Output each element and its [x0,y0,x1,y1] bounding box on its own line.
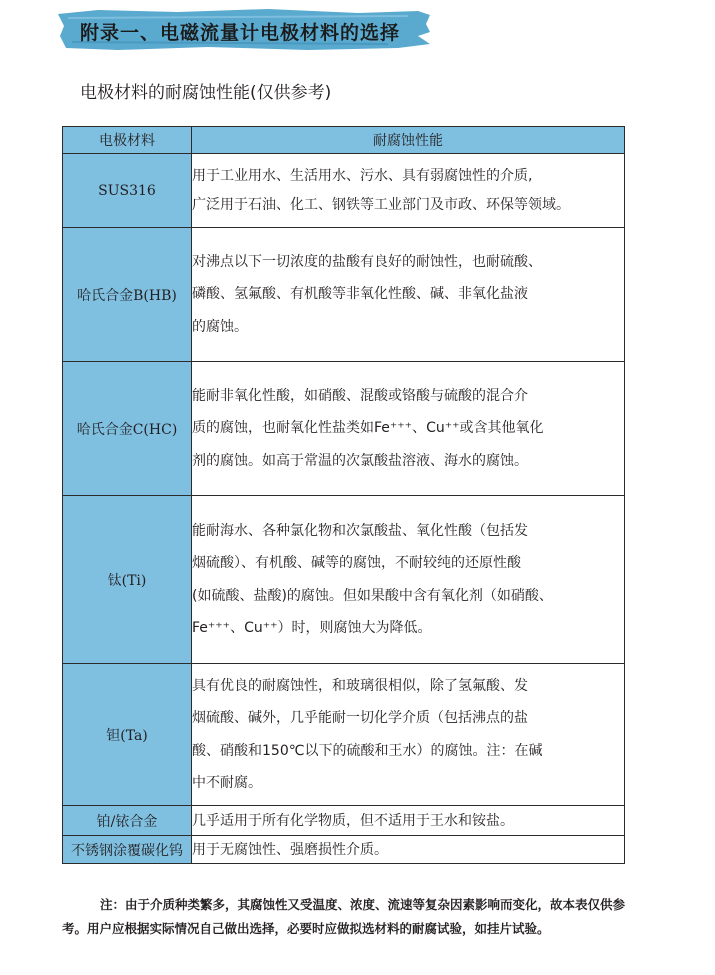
corrosion-line: 磷酸、氢氟酸、有机酸等非氧化性酸、碱、非氧化盐液 [192,286,528,303]
corrosion-cell [192,806,625,836]
corrosion-line: 用于无腐蚀性、强磨损性介质。 [192,841,388,858]
table-row [63,496,625,664]
page-title: 附录一、电磁流量计电极材料的选择 [80,22,401,44]
corrosion-line: Fe⁺⁺⁺、Cu⁺⁺）时，则腐蚀大为降低。 [192,620,432,636]
corrosion-cell [192,154,625,228]
material-cell: 不锈钢涂覆碳化钨 [63,836,192,864]
corrosion-cell [192,664,625,806]
corrosion-line: (如硫酸、盐酸)的腐蚀。但如果酸中含有氧化剂（如硝酸、 [192,587,553,604]
corrosion-line: 几乎适用于所有化学物质，但不适用于王水和铵盐。 [192,812,514,829]
material-cell: SUS316 [63,154,192,228]
corrosion-line: 能耐非氧化性酸，如硝酸、混酸或铬酸与硫酸的混合介 [192,387,528,404]
corrosion-line: 酸、硝酸和150℃以下的硫酸和王水）的腐蚀。注：在碱 [192,742,543,759]
corrosion-cell [192,836,625,864]
corrosion-line: 烟硫酸）、有机酸、碱等的腐蚀，不耐较纯的还原性酸 [192,555,521,571]
corrosion-cell [192,228,625,362]
corrosion-line: 的腐蚀。 [192,318,248,335]
table-row [63,806,625,836]
table-subtitle: 电极材料的耐腐蚀性能(仅供参考) [80,83,332,103]
table-row [63,664,625,806]
title-banner [58,6,430,56]
column-header-material: 电极材料 [63,127,192,154]
corrosion-line: 具有优良的耐腐蚀性，和玻璃很相似，除了氢氟酸、发 [192,677,528,694]
table-row [63,154,625,228]
material-cell: 钛(Ti) [63,496,192,664]
corrosion-line: 能耐海水、各种氯化物和次氯酸盐、氧化性酸（包括发 [192,522,528,539]
electrode-material-table [62,126,625,864]
material-cell: 铂/铱合金 [63,806,192,836]
table-row [63,836,625,864]
material-cell: 钽(Ta) [63,664,192,806]
table-body [63,154,625,864]
material-cell: 哈氏合金C(HC) [63,362,192,496]
corrosion-line: 用于工业用水、生活用水、污水、具有弱腐蚀性的介质, [192,167,533,184]
table-row [63,362,625,496]
table-row [63,228,625,362]
corrosion-line: 对沸点以下一切浓度的盐酸有良好的耐蚀性，也耐硫酸、 [192,253,542,270]
table-header-row [63,127,625,154]
footnote: 注：由于介质种类繁多，其腐蚀性又受温度、浓度、流速等复杂因素影响而变化，故本表仅供参考。用户应根据实际情况自己做出选择，必要时应做拟选材料的耐腐试验，如挂片试验。 [62,897,626,936]
corrosion-line: 烟硫酸、碱外，几乎能耐一切化学介质（包括沸点的盐 [192,710,528,726]
column-header-corrosion: 耐腐蚀性能 [192,127,625,154]
corrosion-line: 质的腐蚀，也耐氧化性盐类如Fe⁺⁺⁺、Cu⁺⁺或含其他氧化 [192,420,544,437]
material-cell: 哈氏合金B(HB) [63,228,192,362]
corrosion-cell [192,496,625,664]
corrosion-cell [192,362,625,496]
corrosion-line: 剂的腐蚀。如高于常温的次氯酸盐溶液、海水的腐蚀。 [192,452,528,469]
corrosion-line: 广泛用于石油、化工、钢铁等工业部门及市政、环保等领域。 [192,196,570,213]
corrosion-line: 中不耐腐。 [192,775,262,791]
